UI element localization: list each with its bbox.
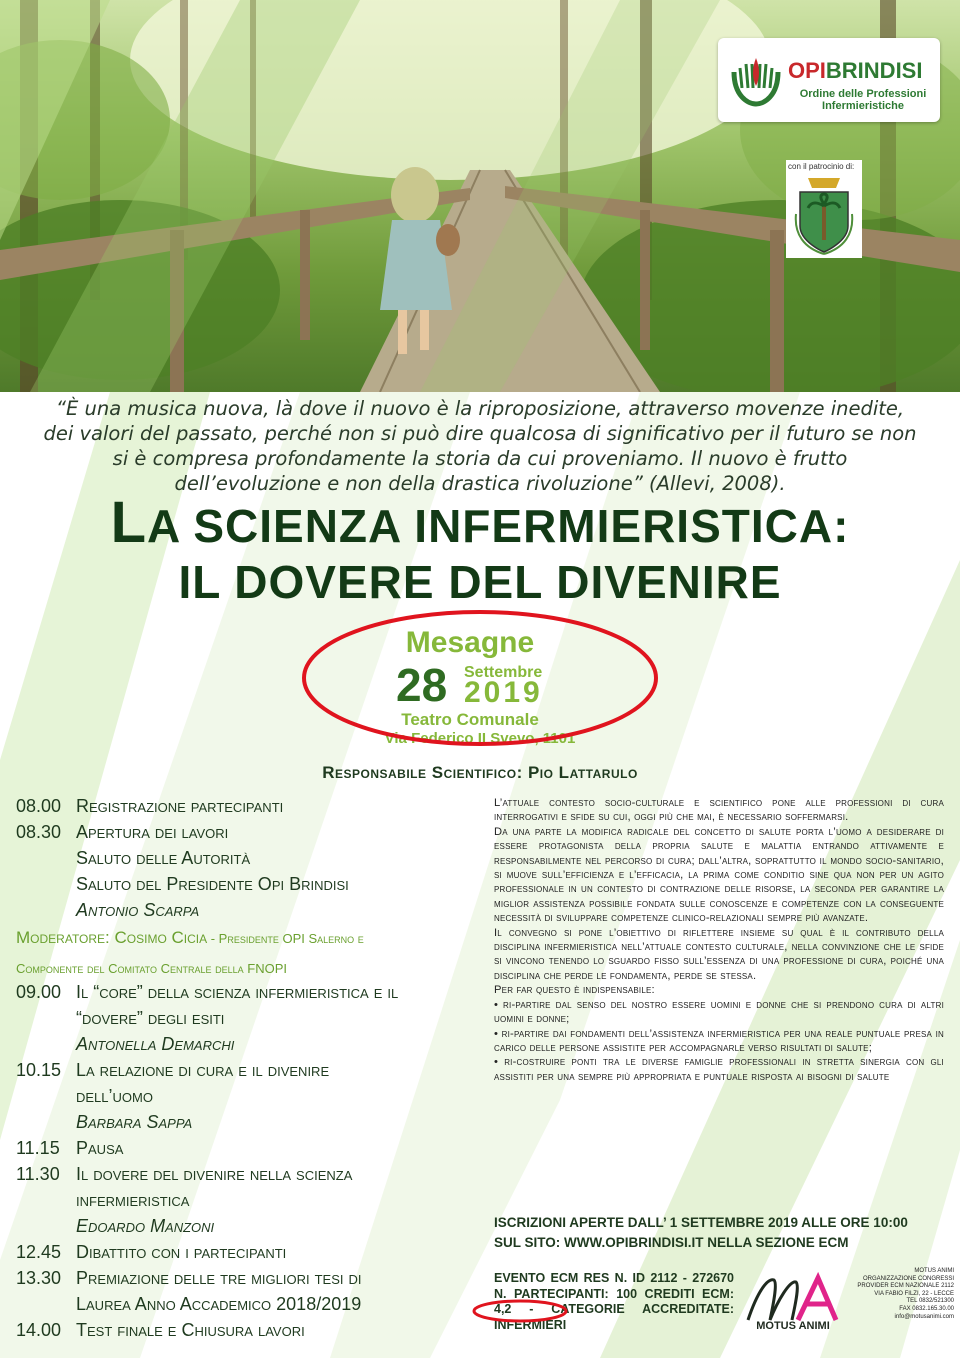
- ecm-highlight-oval: [470, 1298, 570, 1324]
- schedule-item: [16, 1060, 329, 1081]
- ecm-info: EVENTO ECM RES N. ID 2112 - 272670 N. PARTECIPANTI: 100 CREDITI ECM: 4,2 - CATEGORIE ACCREDITATE: INFERMIERI: [494, 1271, 734, 1332]
- logo-wordmark-city: BRINDISI: [825, 58, 923, 83]
- schedule-text: La relazione di cura e il divenire: [76, 1060, 330, 1080]
- schedule-time: 11.15: [16, 1138, 60, 1158]
- schedule-time: 14.00: [16, 1320, 62, 1340]
- organizer-contact-line[interactable]: info@motusanimi.com: [894, 1313, 954, 1320]
- registration-website[interactable]: SUL SITO: WWW.OPIBRINDISI.IT NELLA SEZIONE ECM: [494, 1235, 849, 1250]
- organizer-contact-line: FAX 0832.165.30.00: [899, 1305, 954, 1312]
- scientific-lead: Responsabile Scientifico: Pio Lattarulo: [322, 763, 638, 782]
- opening-quote: “È una musica nuova, là dove il nuovo è la riproposizione, attraverso movenze inedite, dei valori del passato, perché non si può dire qualcosa di significativo per il futuro se non si è compresa profondamente la storia da cui proveniamo. Il nuovo è frutto dell’evoluzione e non della drastica rivoluzione” (Allevi, 2008).: [43, 397, 917, 495]
- event-day: 28: [396, 659, 448, 711]
- motus-animi-name: MOTUS ANIMI: [756, 1320, 830, 1332]
- speaker-name: Edoardo Manzoni: [76, 1216, 215, 1236]
- event-venue: Teatro Comunale: [401, 710, 539, 729]
- schedule-time: 08.30: [16, 822, 62, 842]
- schedule-text: Il dovere del divenire nella scienza: [76, 1164, 353, 1184]
- schedule-time: 10.15: [16, 1060, 62, 1080]
- speaker-name: Antonio Scarpa: [76, 900, 200, 920]
- organizer-contact: [852, 1268, 954, 1321]
- schedule-text: Apertura dei lavori: [76, 822, 229, 842]
- event-year: 2019: [464, 676, 543, 709]
- schedule-item: [16, 1320, 305, 1341]
- patronage-block: [786, 160, 862, 258]
- logo-wordmark-opi: OPI: [788, 58, 826, 83]
- schedule-text: Il “core” della scienza infermieristica e il: [76, 982, 399, 1002]
- title-drop-cap: L: [110, 490, 148, 555]
- organizer-contact-line: MOTUS ANIMI: [914, 1268, 954, 1274]
- event-month: Settembre: [464, 664, 543, 681]
- schedule-subitem: Saluto del Presidente Opi Brindisi: [76, 874, 349, 894]
- description-bullet: • ri-partire dal senso del nostro essere uomini e donne che si prendono cura di altri uomini e donne;: [494, 998, 945, 1026]
- title-line-1-text: A SCIENZA INFERMIERISTICA:: [147, 500, 850, 552]
- schedule-item: [16, 796, 283, 817]
- schedule-time: 13.30: [16, 1268, 62, 1288]
- patronage-label: con il patrocinio di:: [788, 162, 855, 171]
- schedule-subitem: dell’uomo: [76, 1086, 153, 1106]
- schedule-subitem: Saluto delle Autorità: [76, 848, 251, 868]
- moderator-line-2: [16, 958, 287, 978]
- logo-subtitle: Ordine delle Professioni Infermieristiche: [799, 88, 927, 112]
- highlight-ellipse: [300, 606, 662, 756]
- description-paragraph: Da una parte la modifica radicale del concetto di salute porta l’uomo a desiderare di essere protagonista della propria salute e malattia entrando attivamente e responsabilmente nel percorso di cura; dall’altra, soprattutto il mondo socio-sanitario, si muove sull’efficienza e l’efficacia, la prima come conditio sine qua non per un agito professionale in un contesto di contrazione delle risorse, la seconda per garantire la miglior assistenza possibile fondata sulle conoscenze e competenze con la conseguente necessità di sviluppare competenze clinico-relazionali sempre più avanzate.: [494, 825, 944, 925]
- logo-wordmark: [788, 58, 922, 84]
- opi-brindisi-logo: [718, 38, 940, 122]
- schedule-time: 08.00: [16, 796, 62, 816]
- schedule-item: [16, 1268, 362, 1289]
- schedule-item: [16, 1242, 286, 1263]
- moderator-role: - Presidente OPI Salerno e: [207, 931, 364, 946]
- schedule-text: Pausa: [76, 1138, 124, 1158]
- schedule-item: [16, 1138, 123, 1159]
- event-city: Mesagne: [405, 626, 535, 659]
- schedule-item: [16, 822, 228, 843]
- schedule-text: Registrazione partecipanti: [76, 796, 284, 816]
- description-paragraph: L’attuale contesto socio-culturale e scientifico pone alle professioni di cura interrogativi e sfide su cui, oggi più che mai, è necessario soffermarsi.: [494, 797, 944, 824]
- registration-info: [494, 1213, 954, 1253]
- speaker-name: Antonella Demarchi: [76, 1034, 235, 1054]
- description-bullet: • ri-partire dai fondamenti dell’assistenza infermieristica per una reale puntuale presa in carico delle persone assistite per accompagnarle verso risultati di salute;: [494, 1027, 944, 1054]
- schedule-time: 09.00: [16, 982, 62, 1002]
- schedule-text: Premiazione delle tre migliori tesi di: [76, 1268, 362, 1288]
- organizer-contact-line: TEL 0832/521300: [906, 1298, 954, 1305]
- moderator-line: [16, 928, 364, 948]
- schedule-subitem: “dovere” degli esiti: [76, 1008, 225, 1028]
- schedule-subitem: infermieristica: [76, 1190, 190, 1210]
- schedule-text: Dibattito con i partecipanti: [76, 1242, 287, 1262]
- schedule-item: [16, 1164, 352, 1185]
- municipal-crest-icon: [794, 174, 854, 256]
- description-paragraph: Il convegno si pone l’obiettivo di riflettere insieme su qual è il contributo della disciplina infermieristica nell’attuale contesto culturale, nella convinzione che le sfide si vincono tenendo lo sguardo fisso sull’essenza di una professione di cura, poiché una disciplina che perde le fondamenta, perde se stessa.: [494, 926, 944, 982]
- event-description: [494, 796, 944, 1084]
- registration-date: ISCRIZIONI APERTE DALL’ 1 SETTEMBRE 2019 ALLE ORE 10:00: [494, 1215, 908, 1230]
- description-paragraph: Per far questo è indispensabile:: [494, 984, 655, 997]
- schedule-subitem: Laurea Anno Accademico 2018/2019: [76, 1294, 362, 1314]
- organizer-contact-line: ORGANIZZAZIONE CONGRESSI: [862, 1275, 954, 1282]
- speaker-name: Barbara Sappa: [76, 1112, 193, 1132]
- title-line-2: IL DOVERE DEL DIVENIRE: [178, 556, 782, 608]
- event-address: Via Federico II Svevo, 1101: [384, 730, 576, 747]
- description-bullet: • ri-costruire ponti tra le diverse famiglie professionali in stretta sinergia con gli assistiti per una sempre più appropriata e puntuale risposta ai bisogni di salute: [494, 1056, 944, 1083]
- schedule-text: Test finale e Chiusura lavori: [76, 1320, 305, 1340]
- schedule-time: 12.45: [16, 1242, 62, 1262]
- title-line-1: [0, 490, 960, 555]
- organizer-contact-line: VIA FABIO FILZI, 22 - LECCE: [874, 1290, 954, 1297]
- schedule-time: 11.30: [16, 1164, 60, 1184]
- moderator-role-2: Componente del Comitato Centrale della FNOPI: [16, 961, 287, 976]
- hands-flame-icon: [728, 52, 784, 108]
- organizer-contact-line: PROVIDER ECM NAZIONALE 2112: [857, 1283, 954, 1290]
- schedule-item: [16, 982, 398, 1003]
- moderator-name: Moderatore: Cosimo Cicia: [16, 928, 208, 947]
